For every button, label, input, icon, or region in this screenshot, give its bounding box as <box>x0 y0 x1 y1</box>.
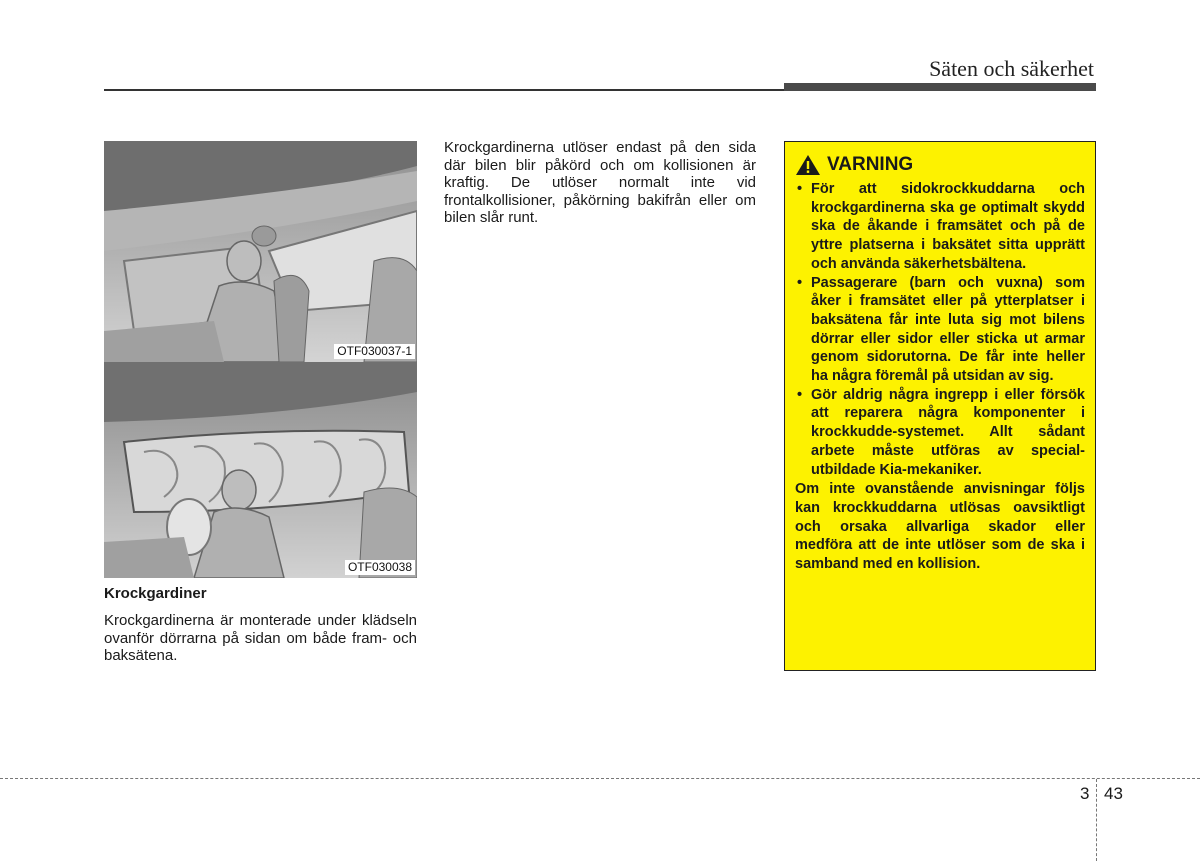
warning-item <box>795 180 1085 274</box>
warning-item-text: Gör aldrig några ingrepp i eller försök att reparera några komponenter i krockkudde-systemet. Allt sådant arbete måste utföras av special-utbildade Kia-mekaniker. <box>811 386 1085 478</box>
section-heading: Krockgardiner <box>104 585 207 602</box>
curtain-airbag-deployed-illustration <box>104 362 417 578</box>
header-rule <box>104 89 784 91</box>
footer-divider <box>0 778 1200 779</box>
figure-code: OTF030037-1 <box>334 344 415 359</box>
warning-item <box>795 386 1085 480</box>
warning-note: Om inte ovanstående anvisningar följs kan krockkuddarna utlösas oavsiktligt och orsaka allvarliga skador eller medföra att de inte utlöser som de ska i samband med en kollision. <box>795 481 1085 573</box>
header-rule-accent <box>784 83 1096 91</box>
bullet-icon: • <box>797 274 803 291</box>
warning-box <box>784 141 1096 671</box>
deployment-paragraph: Krockgardinerna utlöser endast på den sida där bilen blir påkörd och om kollisionen är kraftig. De utlöser normalt inte vid frontalkollisioner, påkörning bakifrån eller om bilen slår runt. <box>444 139 756 226</box>
figure-code: OTF030038 <box>345 560 415 575</box>
bullet-icon: • <box>797 181 803 197</box>
warning-title: VARNING <box>827 154 914 175</box>
footer-page-divider <box>1096 779 1097 861</box>
section-paragraph: Krockgardinerna är monterade under klädseln ovanför dörrarna på sidan om både fram- och baksätena. <box>104 612 417 664</box>
bullet-icon: • <box>797 386 803 403</box>
warning-header <box>795 154 1085 176</box>
warning-triangle-icon <box>795 154 821 176</box>
warning-item-text: Passagerare (barn och vuxna) som åker i framsätet eller på ytterplatser i baksätena får inte luta sig mot bilens dörrar eller sidor eller sticka ut armar genom sidorutorna. De får inte heller ha några föremål på utsidan av sig. <box>811 274 1085 385</box>
warning-list <box>795 180 1085 479</box>
warning-item <box>795 274 1085 386</box>
warning-item-text: För att sidokrockkuddarna och krockgardinerna ska ge optimalt skydd ska de åkande i framsätet och på de yttre platserna i baksätet sitta upprätt och använda säkerhetsbältena. <box>811 181 1085 272</box>
figure-curtain-airbag-folded <box>104 141 417 362</box>
page-header-title: Säten och säkerhet <box>929 56 1094 81</box>
figure-curtain-airbag-deployed <box>104 362 417 578</box>
page-number: 43 <box>1104 784 1123 803</box>
curtain-airbag-folded-illustration <box>104 141 417 362</box>
chapter-number: 3 <box>1080 784 1090 803</box>
